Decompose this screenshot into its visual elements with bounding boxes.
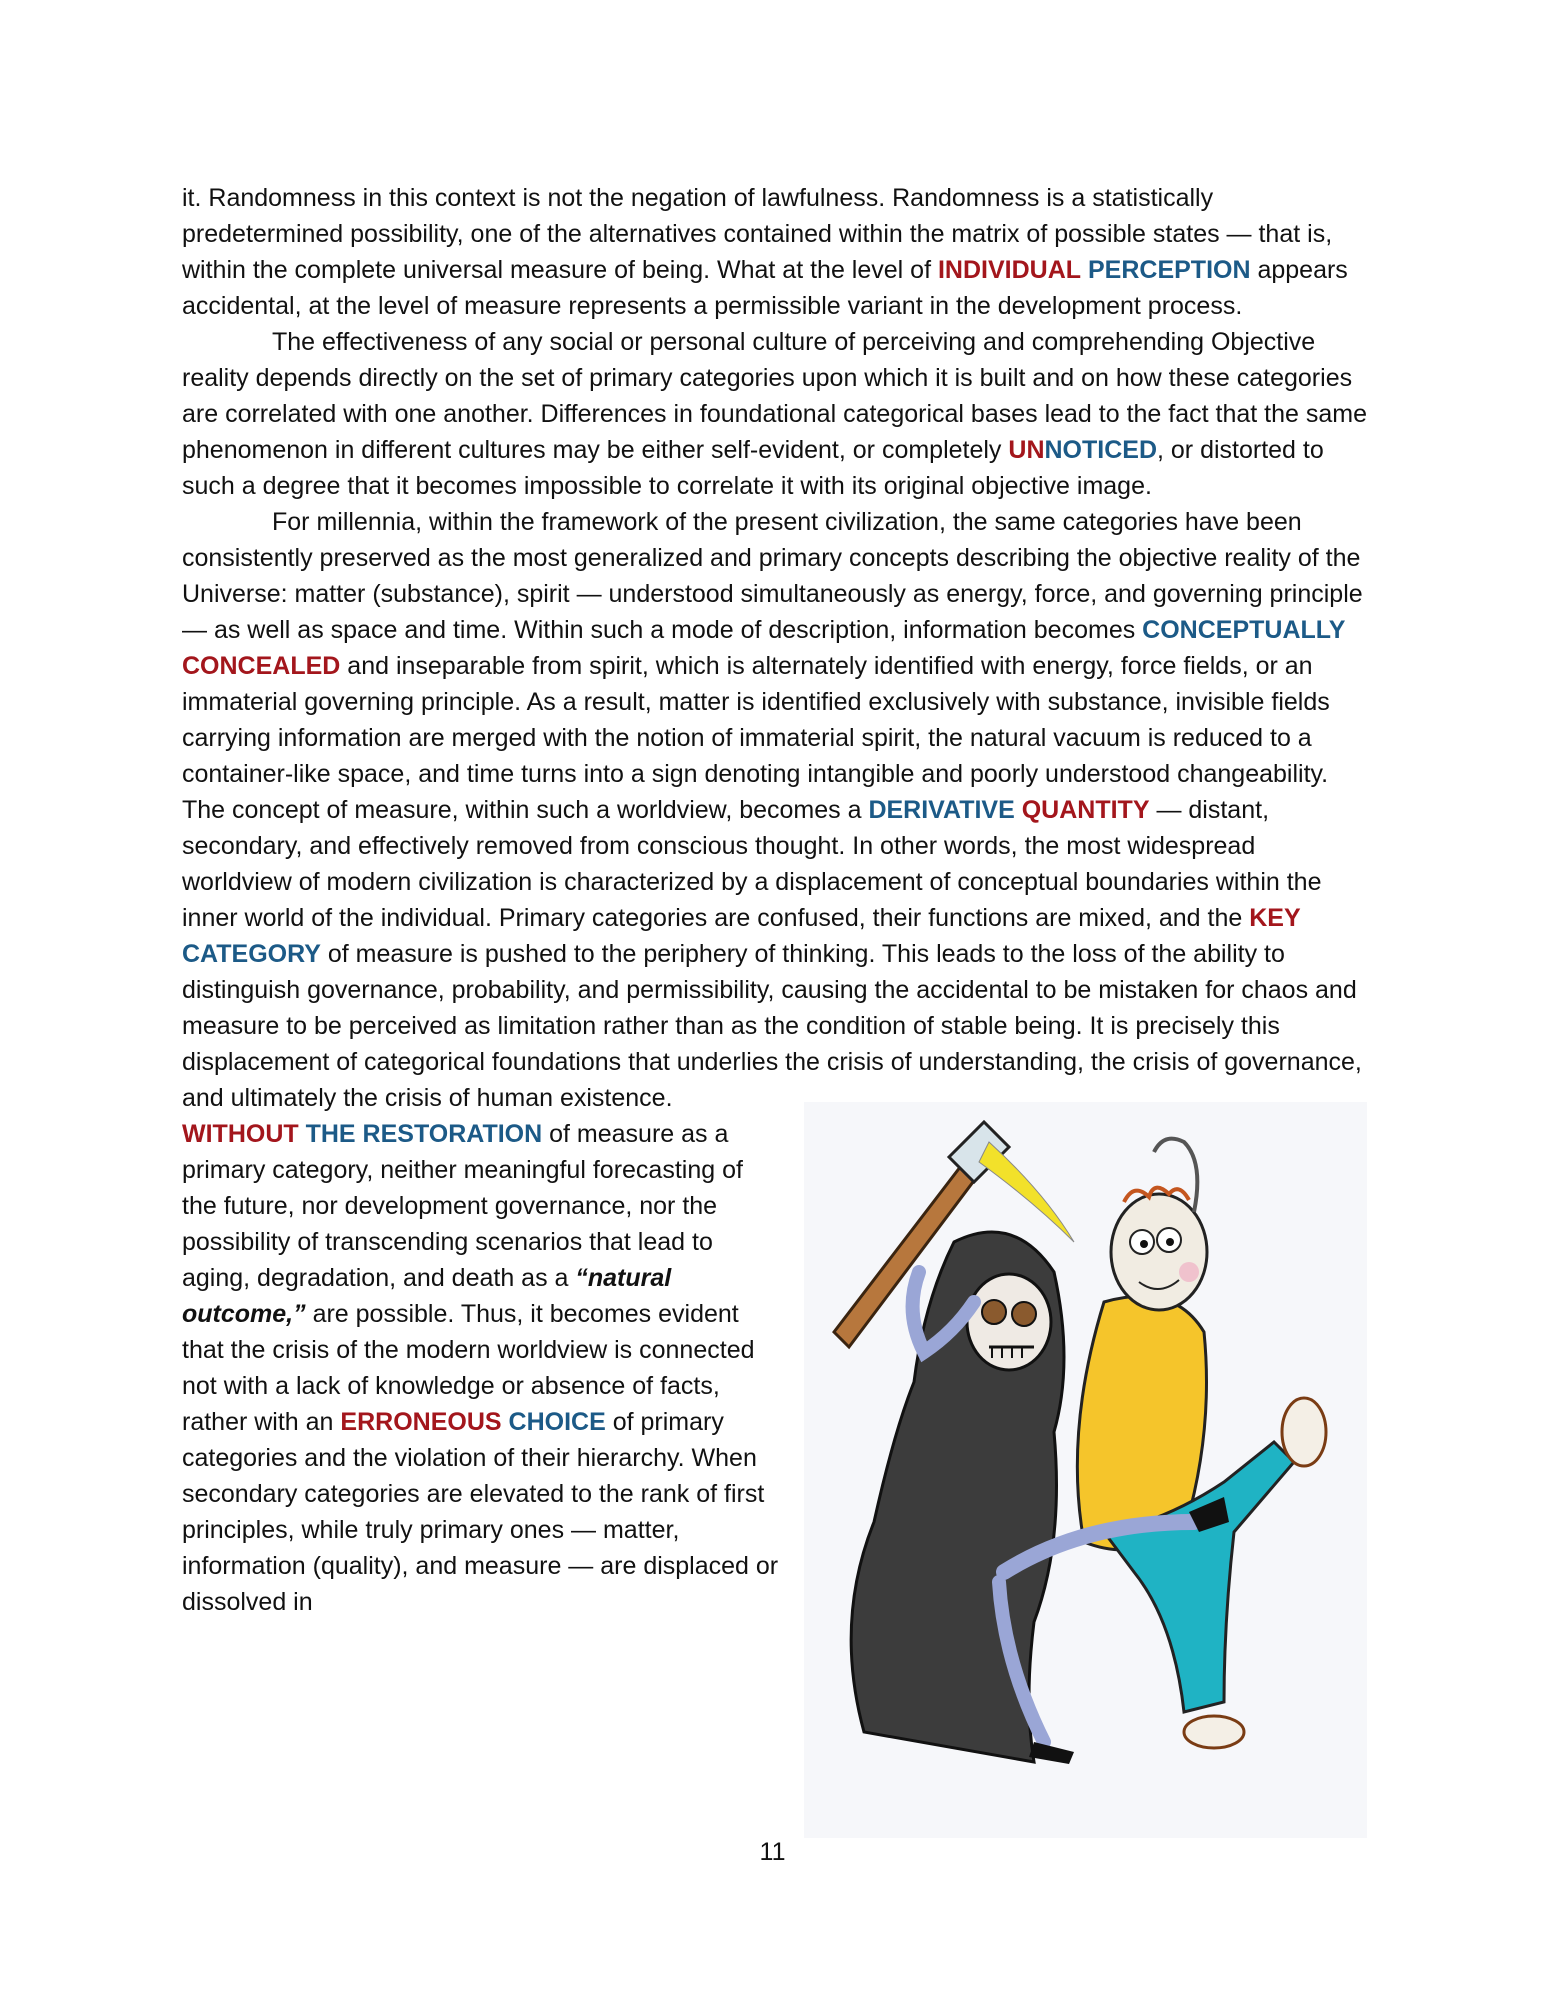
- page-number: 11: [759, 1838, 786, 1866]
- text-run: and inseparable from spirit, which is alternately identified with energy, force fields, or an immaterial governing principle. As a result, matter is identified exclusively with substance, invisible fields carrying information are merged with the notion of immaterial spirit, the natural vacuum is reduced to a container-like space, and time turns into a sign denoting intangible and poorly understood changeability. The concept of measure, within such a worldview, becomes a: [182, 652, 1330, 824]
- illustration-death-dance: [804, 1102, 1367, 1838]
- paragraph-3: [182, 504, 1367, 1620]
- paragraph-1: [182, 180, 1367, 324]
- paragraph-2: [182, 324, 1367, 504]
- text-run: it. Randomness in this context is not the negation of lawfulness. Randomness is a statistically predetermined possibility, one of the alternatives contained within the matrix of possible states — that is, within the complete universal measure of being. What at the level of: [182, 184, 1333, 284]
- text-run: of primary categories and the violation of their hierarchy. When secondary categories are elevated to the rank of first principles, while truly primary ones — matter, information (quality), and measure — are displaced or dissolved in: [182, 1408, 779, 1616]
- quoted-phrase: “natural outcome,”: [182, 1264, 672, 1328]
- text-run: — distant, secondary, and effectively removed from conscious thought. In other words, the most widespread worldview of modern civilization is characterized by a displacement of conceptual boundaries within the inner world of the individual. Primary categories are confused, their functions are mixed, and the: [182, 796, 1322, 932]
- highlight-word: CHOICE: [508, 1408, 606, 1436]
- highlight-word: ERRONEOUS: [340, 1408, 502, 1436]
- body-text: [182, 180, 1367, 1838]
- highlight-word: UN: [1008, 436, 1045, 464]
- text-run: of measure as a primary category, neither meaningful forecasting of the future, nor development governance, nor the possibility of transcending scenarios that lead to aging, degradation, and death as a: [182, 1120, 743, 1292]
- illustration-svg: [804, 1102, 1367, 1838]
- highlight-word: PERCEPTION: [1087, 256, 1251, 284]
- text-run: of measure is pushed to the periphery of thinking. This leads to the loss of the ability to distinguish governance, probability, and permissibility, causing the accidental to be mistaken for chaos and measure to be perceived as limitation rather than as the condition of stable being. It is precisely this displacement of categorical foundations that underlies the crisis of understanding, the crisis of governance, and ultimately the crisis of human existence.: [182, 940, 1362, 1112]
- highlight-word: INDIVIDUAL: [937, 256, 1082, 284]
- text-run: are possible. Thus, it becomes evident that the crisis of the modern worldview is connected not with a lack of knowledge or absence of facts, rather with an: [182, 1300, 755, 1436]
- highlight-word: KEY: [1249, 904, 1301, 932]
- highlight-word: CONCEALED: [182, 652, 341, 680]
- text-run: appears accidental, at the level of measure represents a permissible variant in the development process.: [182, 256, 1348, 320]
- highlight-word: QUANTITY: [1021, 796, 1150, 824]
- highlight-word: NOTICED: [1044, 436, 1157, 464]
- text-run: For millennia, within the framework of the present civilization, the same categories have been consistently preserved as the most generalized and primary concepts describing the objective reality of the Universe: matter (substance), spirit — understood simultaneously as energy, force, and governing principle — as well as space and time. Within such a mode of description, information becomes: [182, 508, 1363, 644]
- text-run: , or distorted to such a degree that it becomes impossible to correlate it with its original objective image.: [182, 436, 1324, 500]
- highlight-word: DERIVATIVE: [868, 796, 1015, 824]
- highlight-word: CONCEPTUALLY: [1142, 616, 1346, 644]
- highlight-word: CATEGORY: [182, 940, 321, 968]
- highlight-word: WITHOUT: [182, 1120, 299, 1148]
- highlight-word: THE RESTORATION: [305, 1120, 543, 1148]
- text-run: The effectiveness of any social or personal culture of perceiving and comprehending Objective reality depends directly on the set of primary categories upon which it is built and on how these categories are correlated with one another. Differences in foundational categorical bases lead to the fact that the same phenomenon in different cultures may be either self-evident, or completely: [182, 328, 1367, 464]
